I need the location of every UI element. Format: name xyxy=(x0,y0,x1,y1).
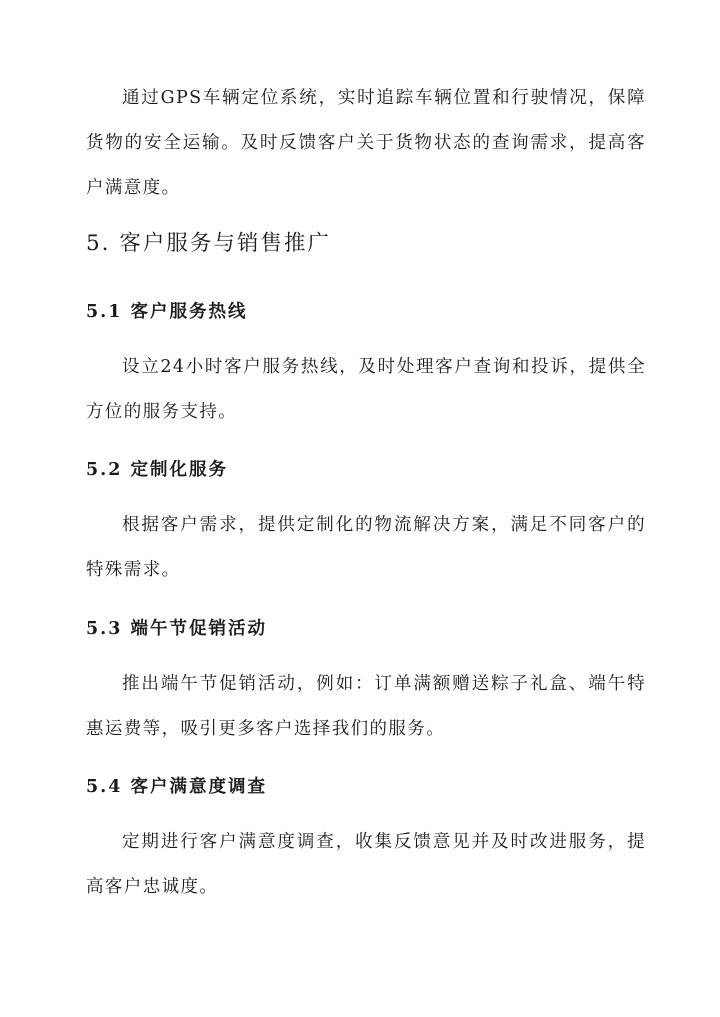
intro-paragraph: 通过GPS车辆定位系统，实时追踪车辆位置和行驶情况，保障货物的安全运输。及时反馈客户关于货物状态的查询需求，提高客户满意度。 xyxy=(86,88,646,198)
section-heading: 5. 客户服务与销售推广 xyxy=(86,231,331,256)
subsection-heading-5-2: 5.2 定制化服务 xyxy=(86,460,229,480)
subsection-body-5-1: 设立24小时客户服务热线，及时处理客户查询和投诉，提供全方位的服务支持。 xyxy=(86,357,646,422)
subsection-heading-5-4: 5.4 客户满意度调查 xyxy=(86,777,268,797)
subsection-body-5-3: 推出端午节促销活动，例如：订单满额赠送粽子礼盒、端午特惠运费等，吸引更多客户选择我们的服务。 xyxy=(86,674,646,739)
subsection-body-5-4: 定期进行客户满意度调查，收集反馈意见并及时改进服务，提高客户忠诚度。 xyxy=(86,832,646,897)
subsection-heading-5-3: 5.3 端午节促销活动 xyxy=(86,619,268,639)
subsection-heading-5-1: 5.1 客户服务热线 xyxy=(86,302,248,322)
subsection-body-5-2: 根据客户需求，提供定制化的物流解决方案，满足不同客户的特殊需求。 xyxy=(86,515,646,580)
